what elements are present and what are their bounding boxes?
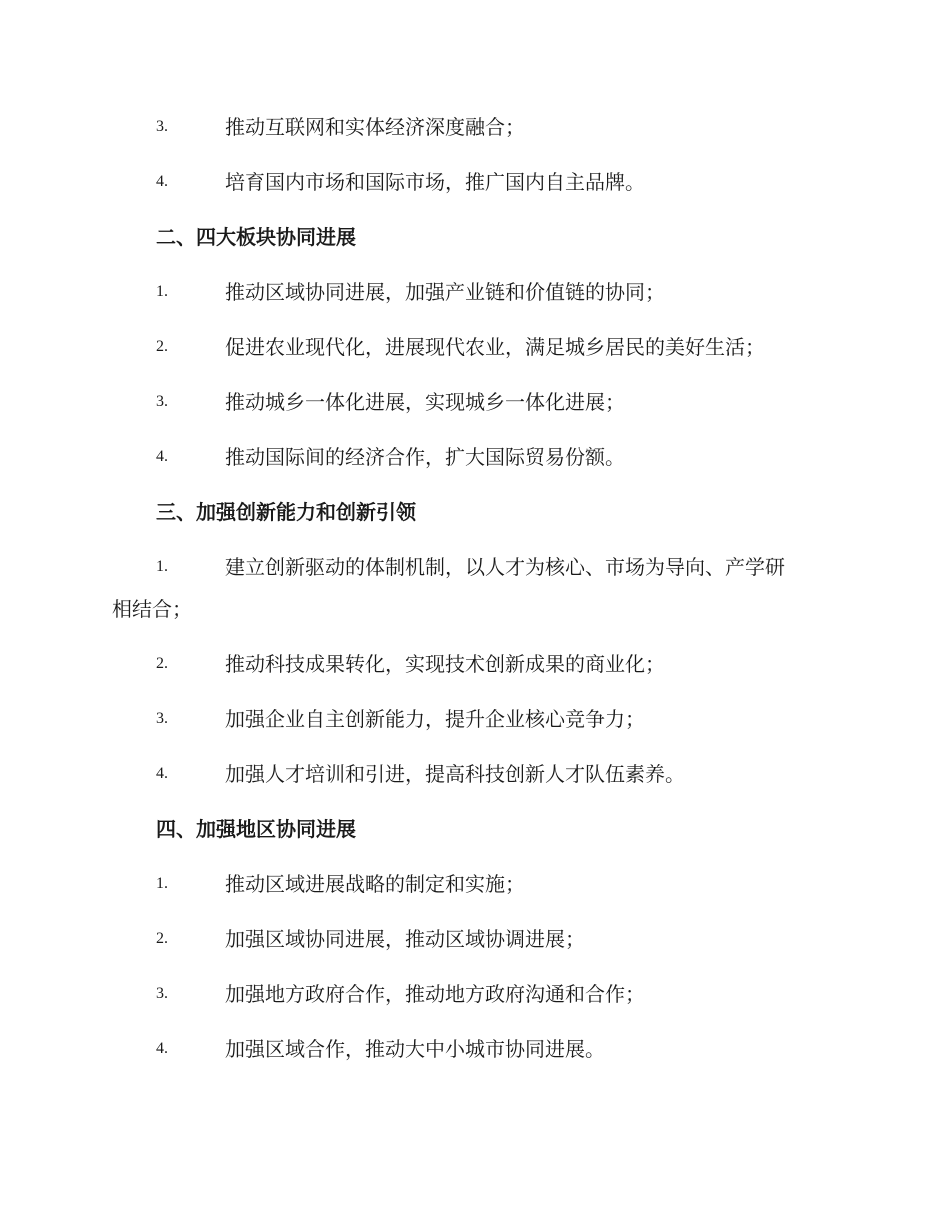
list-item-text: 推动国际间的经济合作，扩大国际贸易份额。 bbox=[225, 445, 625, 469]
list-item-number: 2. bbox=[156, 655, 168, 672]
list-item-number: 2. bbox=[156, 930, 168, 947]
list-item-number: 3. bbox=[156, 985, 168, 1002]
list-item-text: 推动区域进展战略的制定和实施； bbox=[225, 872, 525, 896]
list-item-number: 3. bbox=[156, 118, 168, 135]
list-item-number: 2. bbox=[156, 338, 168, 355]
list-item-text: 加强地方政府合作，推动地方政府沟通和合作； bbox=[225, 982, 645, 1006]
list-item-number: 3. bbox=[156, 710, 168, 727]
list-item-text: 建立创新驱动的体制机制，以人才为核心、市场为导向、产学研 bbox=[225, 555, 785, 579]
list-item-number: 1. bbox=[156, 283, 168, 300]
list-item-text: 推动城乡一体化进展，实现城乡一体化进展； bbox=[225, 390, 625, 414]
list-item-number: 1. bbox=[156, 875, 168, 892]
list-item-number: 4. bbox=[156, 448, 168, 465]
list-item-text: 加强企业自主创新能力，提升企业核心竞争力； bbox=[225, 707, 645, 731]
list-item-number: 4. bbox=[156, 765, 168, 782]
list-item-text: 促进农业现代化，进展现代农业，满足城乡居民的美好生活； bbox=[225, 335, 765, 359]
list-item-number: 4. bbox=[156, 173, 168, 190]
list-item-number: 3. bbox=[156, 393, 168, 410]
list-item-number: 4. bbox=[156, 1040, 168, 1057]
list-item-text: 加强区域协同进展，推动区域协调进展； bbox=[225, 927, 585, 951]
list-item-text: 加强区域合作，推动大中小城市协同进展。 bbox=[225, 1037, 605, 1061]
list-item-number: 1. bbox=[156, 558, 168, 575]
list-item-text: 加强人才培训和引进，提高科技创新人才队伍素养。 bbox=[225, 762, 685, 786]
list-item-text: 推动互联网和实体经济深度融合； bbox=[225, 115, 525, 139]
section-heading: 三、加强创新能力和创新引领 bbox=[156, 500, 416, 524]
list-item-text: 培育国内市场和国际市场，推广国内自主品牌。 bbox=[225, 170, 645, 194]
section-heading: 二、四大板块协同进展 bbox=[156, 225, 356, 249]
list-item-text: 推动区域协同进展，加强产业链和价值链的协同； bbox=[225, 280, 665, 304]
list-item-text: 推动科技成果转化，实现技术创新成果的商业化； bbox=[225, 652, 665, 676]
section-heading: 四、加强地区协同进展 bbox=[156, 817, 356, 841]
list-item-text-continuation: 相结合； bbox=[112, 597, 192, 621]
